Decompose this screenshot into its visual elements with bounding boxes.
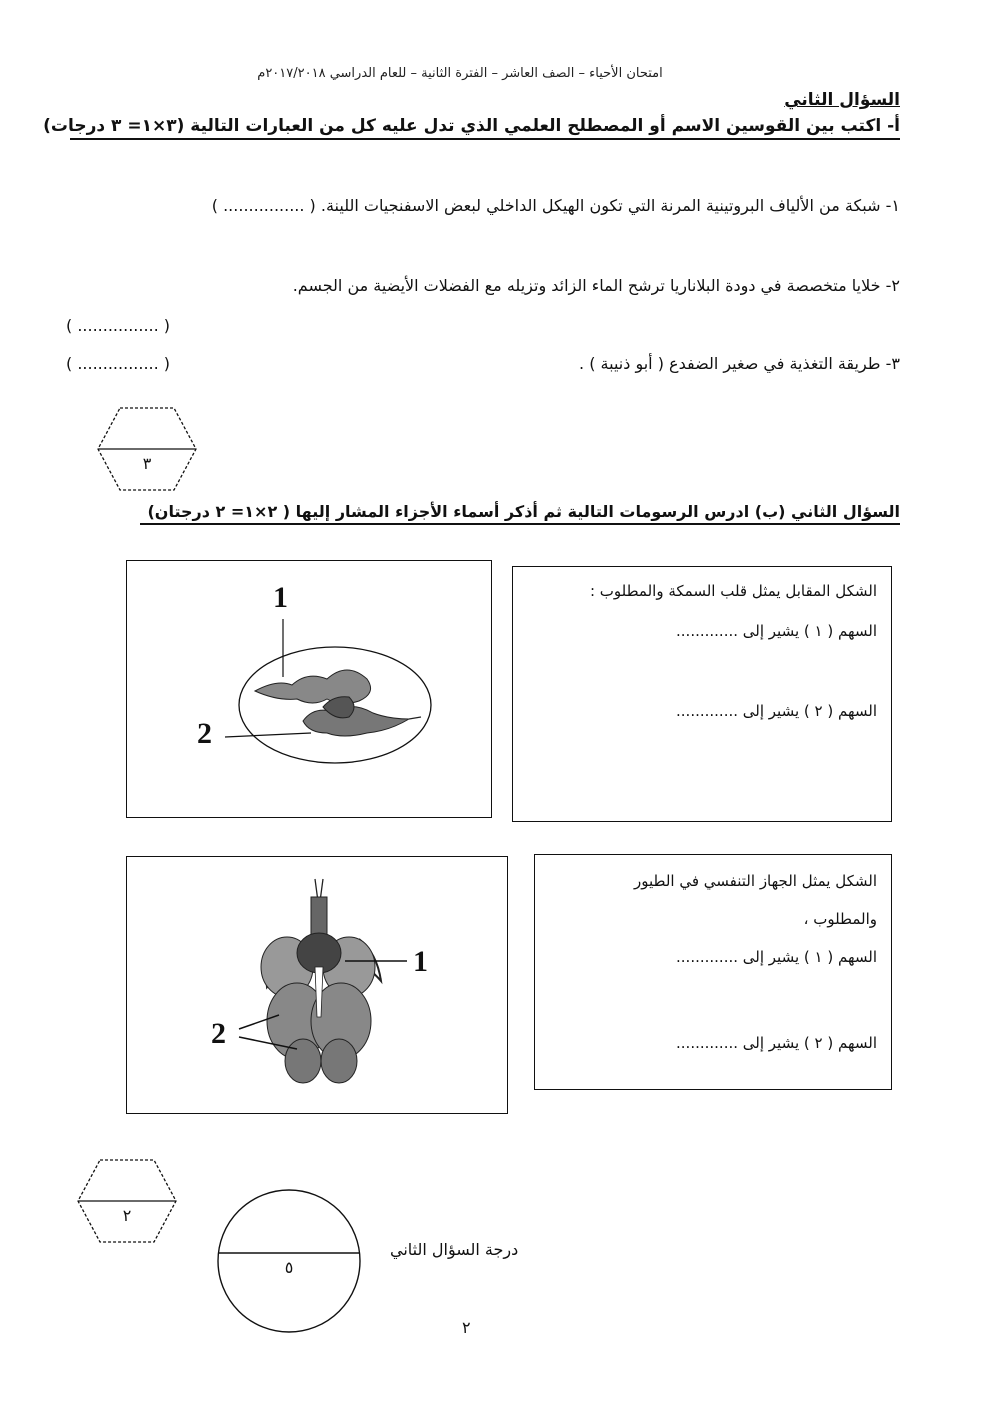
figure1-arrow2-answer[interactable]: السهم ( ٢ ) يشير إلى ............. — [676, 702, 877, 720]
figure2-description-line1: الشكل يمثل الجهاز التنفسي في الطيور — [634, 872, 877, 890]
figure1-description: الشكل المقابل يمثل قلب السمكة والمطلوب : — [589, 582, 877, 600]
item-text: شبكة من الألياف البروتينية المرنة التي تكون الهيكل الداخلي لبعض الاسفنجيات اللينة. — [320, 196, 881, 215]
arrow-label-2: 2 — [211, 1017, 226, 1050]
arrow-label-1: 1 — [413, 945, 428, 978]
figure2-arrow1-answer[interactable]: السهم ( ١ ) يشير إلى ............. — [676, 948, 877, 966]
question-item-2 — [293, 276, 900, 295]
figure2-arrow2-answer[interactable]: السهم ( ٢ ) يشير إلى ............. — [676, 1034, 877, 1052]
score-value: ٢ — [122, 1206, 132, 1225]
total-score-value: ٥ — [284, 1258, 294, 1277]
exam-header: امتحان الأحياء – الصف العاشر – الفترة الثانية – للعام الدراسي ٢٠١٧/٢٠١٨م — [257, 66, 663, 81]
question-item-3 — [579, 354, 900, 373]
item-number: ١- — [885, 196, 900, 215]
item-text: طريقة التغذية في صغير الضفدع ( أبو ذنيبة ) . — [579, 354, 881, 373]
score-hexagon — [96, 406, 198, 492]
figure1-arrow1-answer[interactable]: السهم ( ١ ) يشير إلى ............. — [676, 622, 877, 640]
part-b-instruction: السؤال الثاني (ب) ادرس الرسومات التالية ثم أذكر أسماء الأجزاء المشار إليها ( ٢×١= ٢ درجتان) — [140, 502, 900, 525]
item-text: خلايا متخصصة في دودة البلاناريا ترشح الماء الزائد وتزيله مع الفضلات الأيضية من الجسم. — [292, 276, 881, 295]
question-item-1 — [212, 196, 900, 215]
arrow-label-1: 1 — [273, 581, 288, 614]
hexagon-shape — [76, 1158, 178, 1244]
hexagon-shape — [96, 406, 198, 492]
total-score-label: درجة السؤال الثاني — [390, 1240, 519, 1259]
part-a-instruction: أ- اكتب بين القوسين الاسم أو المصطلح العلمي الذي تدل عليه كل من العبارات التالية (٣×١= ٣ درجات) — [70, 116, 900, 140]
score-value: ٣ — [142, 454, 152, 473]
score-hexagon — [76, 1158, 178, 1244]
section-title: السؤال الثاني — [784, 90, 900, 110]
item-number: ٣- — [885, 354, 900, 373]
bird-respiratory-question-box — [534, 854, 892, 1090]
item-number: ٢- — [885, 276, 900, 295]
answer-blank[interactable]: ( ................ ) — [66, 316, 171, 335]
arrow-label-2: 2 — [197, 717, 212, 750]
fish-heart-question-box — [512, 566, 892, 822]
bird-respiratory-drawing — [127, 857, 507, 1113]
figure2-description-line2: والمطلوب ، — [803, 910, 877, 928]
answer-blank[interactable]: ( ................ ) — [211, 196, 316, 215]
fish-heart-figure — [126, 560, 492, 818]
total-score-circle — [216, 1188, 362, 1334]
fish-heart-drawing — [127, 561, 491, 817]
bird-respiratory-figure — [126, 856, 508, 1114]
answer-blank[interactable]: ( ................ ) — [66, 354, 171, 373]
page-number: ٢ — [462, 1318, 471, 1337]
